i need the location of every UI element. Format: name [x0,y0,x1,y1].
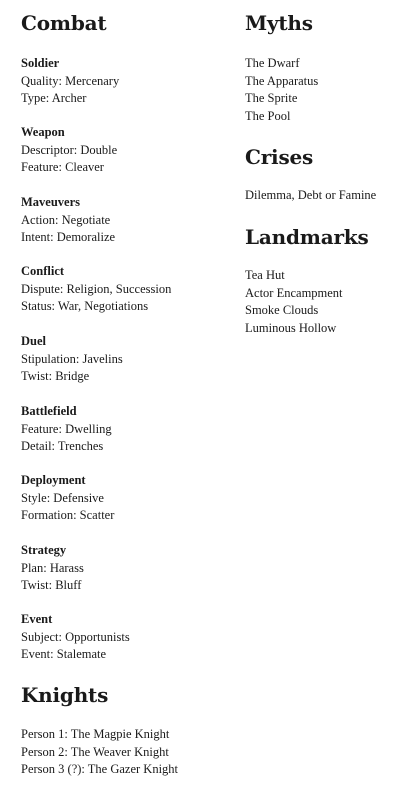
deployment-section [21,472,114,525]
event-section [21,611,130,664]
section-line: Quality: Mercenary [21,73,120,88]
combat-heading: Combat [21,11,107,35]
knights-list [21,726,178,779]
list-item: The Dwarf [245,56,300,70]
section-line: Subject: Opportunists [21,629,130,644]
crises-list [245,187,376,205]
strategy-section [21,542,84,595]
conflict-section [21,263,171,316]
section-title: Conflict [21,264,65,278]
section-line: Type: Archer [21,91,87,105]
section-title: Strategy [21,543,67,557]
section-title: Maveuvers [21,195,81,209]
maneuvers-section [21,194,115,247]
section-title: Battlefield [21,404,77,418]
section-line: Feature: Dwelling [21,421,112,436]
section-title: Weapon [21,125,65,139]
section-line: Event: Stalemate [21,647,107,661]
list-item: Person 3 (?): The Gazer Knight [21,762,179,776]
soldier-section [21,55,119,108]
section-line: Twist: Bluff [21,578,82,592]
section-line: Formation: Scatter [21,508,115,522]
list-item: Person 2: The Weaver Knight [21,744,169,759]
list-item: Dilemma, Debt or Famine [245,188,377,202]
section-line: Plan: Harass [21,560,84,575]
list-item: The Apparatus [245,73,319,88]
section-line: Descriptor: Double [21,142,118,157]
landmarks-heading: Landmarks [245,225,369,249]
section-title: Soldier [21,56,60,70]
section-line: Detail: Trenches [21,439,104,453]
myths-list [245,55,318,125]
crises-heading: Crises [245,145,314,169]
section-title: Event [21,612,53,626]
list-item: Person 1: The Magpie Knight [21,727,170,741]
section-title: Deployment [21,473,86,487]
battlefield-section [21,403,112,456]
myths-heading: Myths [245,11,313,35]
section-line: Stipulation: Javelins [21,351,123,366]
list-item: The Pool [245,108,291,123]
list-item: Smoke Clouds [245,303,319,317]
section-line: Status: War, Negotiations [21,299,149,313]
landmarks-list [245,267,343,337]
section-line: Twist: Bridge [21,369,90,383]
list-item: Tea Hut [245,268,285,282]
knights-heading: Knights [21,683,109,707]
section-line: Dispute: Religion, Succession [21,281,172,296]
section-line: Feature: Cleaver [21,160,104,174]
section-line: Intent: Demoralize [21,230,116,244]
section-line: Style: Defensive [21,490,104,505]
list-item: The Sprite [245,91,298,105]
list-item: Luminous Hollow [245,320,337,335]
section-title: Duel [21,334,46,348]
duel-section [21,333,123,386]
section-line: Action: Negotiate [21,212,111,227]
list-item: Actor Encampment [245,285,343,300]
weapon-section [21,124,117,177]
